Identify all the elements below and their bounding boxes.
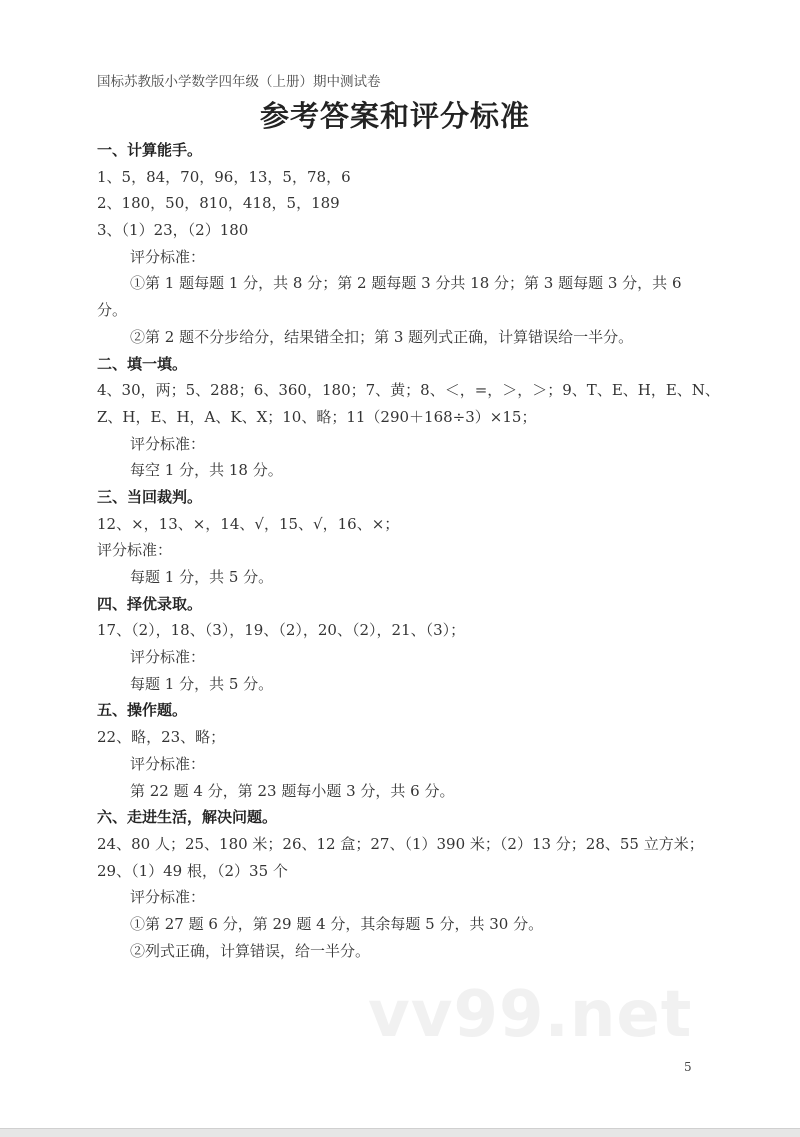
answer-line: ②列式正确，计算错误，给一半分。 bbox=[130, 941, 371, 960]
page-header: 国标苏教版小学数学四年级（上册）期中测试卷 bbox=[97, 74, 381, 90]
answer-line: 第 22 题 4 分，第 23 题每小题 3 分，共 6 分。 bbox=[130, 781, 455, 800]
answer-line: 评分标准： bbox=[130, 888, 206, 907]
answer-line: 12、×，13、×，14、√，15、√，16、×； bbox=[97, 514, 400, 533]
page-number: 5 bbox=[684, 1060, 692, 1074]
answer-line: 2、180，50，810，418，5，189 bbox=[97, 194, 340, 213]
section-heading: 五、操作题。 bbox=[97, 701, 188, 720]
section-heading: 三、当回裁判。 bbox=[97, 487, 203, 506]
answer-line: 24、80 人；25、180 米；26、12 盒；27、（1）390 米；（2）13 分；28、55 立方米； bbox=[97, 834, 704, 853]
answer-lines bbox=[97, 137, 787, 964]
section-heading: 六、走进生活，解决问题。 bbox=[97, 808, 278, 827]
answer-line: 17、（2），18、（3），19、（2），20、（2），21、（3）； bbox=[97, 621, 466, 640]
page-bottom-edge bbox=[0, 1128, 800, 1137]
answer-line: 1、5，84，70，96，13，5，78，6 bbox=[97, 167, 351, 186]
section-heading: 二、填一填。 bbox=[97, 354, 188, 373]
answer-line: 每空 1 分，共 18 分。 bbox=[130, 461, 283, 480]
answer-line: Z、H，E、H，A、K、X；10、略；11（290＋168÷3）×15； bbox=[97, 407, 537, 426]
section-heading: 一、计算能手。 bbox=[97, 141, 203, 159]
answer-line: ①第 1 题每题 1 分，共 8 分；第 2 题每题 3 分共 18 分；第 3 题每题 3 分，共 6 bbox=[130, 274, 682, 293]
answer-line: 评分标准： bbox=[130, 648, 206, 667]
answer-line: ②第 2 题不分步给分，结果错全扣；第 3 题列式正确，计算错误给一半分。 bbox=[130, 327, 634, 346]
answer-line: 分。 bbox=[97, 301, 128, 320]
answer-line: 22、略，23、略； bbox=[97, 728, 226, 747]
answer-line: 29、（1）49 根，（2）35 个 bbox=[97, 861, 288, 880]
answer-line: 评分标准： bbox=[130, 754, 206, 773]
section-heading: 四、择优录取。 bbox=[97, 594, 203, 613]
answer-line: 3、（1）23，（2）180 bbox=[97, 221, 249, 240]
answer-line: 评分标准： bbox=[130, 434, 206, 453]
answer-line: ①第 27 题 6 分，第 29 题 4 分，其余每题 5 分，共 30 分。 bbox=[130, 914, 544, 933]
answer-line: 每题 1 分，共 5 分。 bbox=[130, 568, 274, 586]
answer-line: 评分标准： bbox=[130, 247, 206, 266]
answer-line: 每题 1 分，共 5 分。 bbox=[130, 674, 274, 693]
page-title: 参考答案和评分标准 bbox=[259, 99, 530, 133]
watermark: vv99.net bbox=[368, 978, 693, 1052]
answer-line: 评分标准： bbox=[97, 541, 173, 560]
answer-line: 4、30，两；5、288；6、360，180；7、黄；8、＜，=，＞，＞；9、T、E、H，E、N、 bbox=[97, 381, 720, 400]
